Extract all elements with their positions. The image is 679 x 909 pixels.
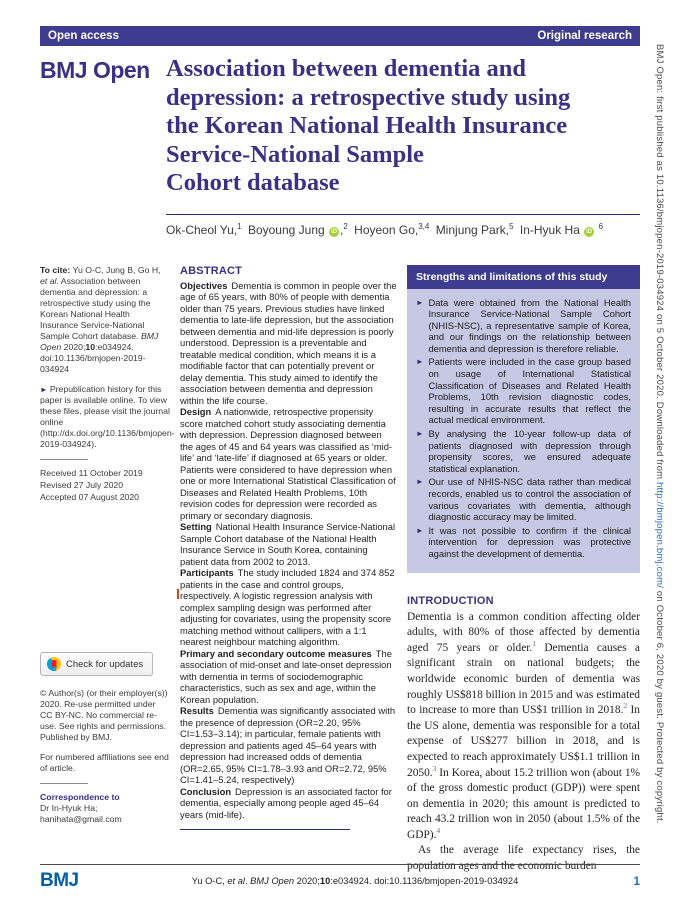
abstract-section-label: Conclusion	[180, 785, 232, 797]
abstract-section-label: Setting	[180, 521, 212, 532]
correspondence-label: Correspondence to	[40, 792, 120, 803]
correspondence-email-link[interactable]: hanihata@gmail.com	[40, 814, 122, 825]
title-line: depression: a retrospective study using	[166, 83, 571, 111]
strengths-box-heading: Strengths and limitations of this study	[407, 265, 640, 289]
orcid-icon[interactable]: iD	[331, 228, 338, 235]
author-affiliation-sup: 2	[343, 221, 348, 231]
strengths-item	[416, 297, 631, 355]
abstract-end-divider	[180, 829, 350, 830]
to-cite-text: 2020;	[61, 341, 86, 352]
prepublication-note	[40, 383, 175, 451]
page-content	[40, 26, 640, 875]
author-name: Hoyeon Go,	[354, 222, 419, 237]
strengths-item	[416, 525, 631, 560]
introduction-paragraph: As the average life expectancy rises, the population ages and the economic burden	[407, 844, 640, 873]
citation-text: .	[244, 876, 251, 886]
intro-text: Dementia causes a significant strain on national budgets; the worldwide economic burden of dementia was roughly US$818 billion in 2015 and was estimated to increase to more than US$1 trillion in 2018.	[407, 641, 640, 717]
prepublication-text: Prepublication history for this paper is available online. To view these files, please visit the journal online (http://dx.doi.org/10.1136/bmjopen-2019-034924).	[40, 383, 175, 450]
abstract-section	[180, 648, 397, 706]
page-number: 1	[633, 874, 640, 888]
author-name: Ok-Cheol Yu,	[166, 222, 238, 237]
strengths-box-body	[407, 289, 640, 573]
abstract-section-text: The study included 1824 and 374 852 patients in the case and control groups, respectively. A logistic regression analysis with complex sampling design was performed after adjusting for covariates, using the propensity score matching method without callipers, with a 1:1 nearest neighbour matching algorithm.	[180, 567, 395, 647]
page-footer	[40, 864, 640, 892]
open-access-label: Open access	[48, 30, 119, 42]
abstract-section-text: A nationwide, retrospective propensity score matched cohort study associating dementia with depression. Depression diagnosed between the ages of 45 and 64 years was classified as ‘mid-life’ and ‘late-life’ if diagnosed at 65 years or older. Patients were considered to have depression when one or more International Statistical Classification of Diseases and Related Health Problems, 10th revision codes for depression were recorded as primary or secondary diagnosis.	[180, 406, 396, 521]
divider	[40, 459, 88, 460]
abstract-section-text: Dementia was significantly associated with the presence of depression (OR=2.20, 95% CI=1.53–3.14); in particular, female patients with depression and patients aged 45–64 years with depression had increased odds of dementia (OR=2.65, 95% CI=1.78–3.93 and OR=2.72, 95% CI=1.41–5.24, respectively)	[180, 705, 396, 785]
abstract-section	[180, 406, 397, 521]
introduction-heading: INTRODUCTION	[407, 594, 494, 607]
strengths-item	[416, 356, 631, 426]
abstract-section-text: Dementia is common in people over the age of 65 years, with 80% of people with dementia older than 75 years. Previous studies have linked dementia to late-life depression, but the association between dementia and mid-life depression is poorly understood. Depression is a preventable and treatable medical condition, which means it is a modifiable factor that can potentially prevent or delay dementia. This study aimed to identify the association between dementia and depression within the life course.	[180, 279, 397, 406]
body-columns	[40, 265, 640, 875]
to-cite-text: 10	[85, 341, 96, 352]
to-cite-text: . Association between dementia and depression: a retrospective study using the Korean National Health Insurance Service-National Sample Cohort database.	[40, 275, 151, 341]
author	[166, 223, 242, 237]
strengths-item	[416, 476, 631, 522]
abstract-column	[180, 265, 397, 875]
correspondence-block	[40, 792, 170, 825]
copyright-statement: © Author(s) (or their employer(s)) 2020. Re-use permitted under CC BY-NC. No commercial re-use. See rights and permissions. Published by BMJ.	[40, 688, 168, 743]
author	[520, 223, 603, 237]
title-line: Association between dementia and	[166, 55, 527, 82]
strengths-item-text: Data were obtained from the National Health Insurance Service-National Sample Cohort (NHIS-NSC), a representative sample of Korea, and our findings on the relationship between dementia and depression is therefore reliable.	[428, 296, 631, 354]
bullet-arrow-icon: ►	[416, 477, 424, 487]
citation-text: Yu O-C,	[191, 876, 228, 886]
article-title	[166, 55, 640, 198]
correspondence-name: Dr In-Hyuk Ha;	[40, 803, 98, 814]
abstract-section-text: The association of mid-onset and late-onset depression with dementia in terms of sociodemographic characteristics, such as sex and age, within the Korean population.	[180, 647, 392, 705]
side-copyright-text-part1: BMJ Open: first published as 10.1136/bmjopen-2019-034924 on 5 October 2020. Downloaded from	[654, 44, 665, 483]
bullet-arrow-icon: ►	[416, 357, 424, 367]
abstract-section-label: Design	[180, 406, 212, 417]
abstract-section	[180, 705, 397, 786]
citation-text: 10	[319, 876, 331, 886]
abstract-section	[180, 786, 397, 821]
citation-text: 2020;	[294, 876, 320, 886]
abstract-heading: ABSTRACT	[180, 264, 243, 277]
received-date: Received 11 October 2019	[40, 468, 143, 479]
author-affiliation-sup: 1	[237, 221, 242, 231]
footer-citation	[110, 876, 600, 886]
metadata-sidebar	[40, 264, 175, 875]
reference-sup[interactable]: 4	[436, 826, 441, 836]
bmj-open-logo: BMJ Open	[40, 57, 150, 83]
citation-text: :e034924. doi:10.1136/bmjopen-2019-034924	[330, 876, 519, 886]
abstract-section-label: Objectives	[180, 279, 228, 291]
bullet-arrow-icon: ►	[416, 297, 424, 307]
bullet-arrow-icon: ►	[40, 384, 48, 394]
author-name: ,	[340, 222, 344, 237]
to-cite-text: :e034924. doi:10.1136/bmjopen-2019-034924	[40, 341, 146, 374]
top-banner	[40, 26, 640, 46]
abstract-section-label: Results	[180, 705, 214, 716]
abstract-section-text: Depression is an associated factor for dementia, especially among people aged 45–64 years (mid-life).	[180, 785, 392, 820]
reference-sup[interactable]: 3	[432, 763, 437, 773]
introduction-paragraph	[407, 610, 640, 844]
abstract-section	[180, 280, 397, 407]
side-copyright-strip	[640, 0, 679, 909]
bmj-logo: BMJ	[40, 870, 79, 891]
main-column	[407, 265, 640, 875]
author-list	[166, 214, 640, 237]
strengths-item-text: It was not possible to confirm if the clinical intervention for depression was protective against the development of dementia.	[428, 524, 631, 559]
revised-date: Revised 27 July 2020	[40, 480, 124, 491]
title-line: Service-National Sample	[166, 140, 424, 168]
orcid-icon[interactable]: iD	[586, 228, 593, 235]
divider	[40, 783, 88, 784]
abstract-section-text: National Health Insurance Service-National Sample Cohort database of the National Health Insurance Service in South Korea, containing patient data from 2002 to 2013.	[180, 521, 396, 567]
reference-sup[interactable]: 2	[623, 701, 628, 711]
to-cite-label: To cite:	[40, 264, 73, 275]
author-affiliation-sup: 6	[598, 221, 604, 231]
abstract-section	[180, 521, 397, 567]
title-line: the Korean National Health Insurance	[166, 112, 568, 139]
stray-cursor-artifact	[177, 589, 179, 599]
intro-text: In Korea, about 15.2 trillion won (about 1% of the gross domestic product (GDP)) were spent on dementia in 2020; this amount is predicted to reach 43.2 trillion won in 2050 (about 1.5% of the GDP).	[407, 766, 640, 841]
abstract-section-label: Primary and secondary outcome measures	[180, 647, 372, 659]
journal-url-link[interactable]: http://bmjopen.bmj.com/	[654, 482, 665, 589]
author-affiliation-sup: 5	[509, 221, 514, 231]
intro-text: In the US alone, dementia was responsible for a total expense of US$277 billion in 2018, and is expected to reach approximately US$1.1 trillion in 2050.	[407, 704, 640, 779]
accepted-date: Accepted 07 August 2020	[40, 492, 140, 503]
author	[248, 223, 348, 237]
author	[436, 223, 514, 237]
strengths-item-text: Our use of NHIS-NSC data rather than medical records, enabled us to control the association of various covariates with dementia, although diagnostic accuracy may be limited.	[428, 476, 631, 523]
reference-sup[interactable]: 1	[532, 638, 537, 648]
author-name: Boyoung Jung	[247, 222, 325, 237]
abstract-section-label: Participants	[180, 567, 234, 578]
side-copyright-text	[654, 44, 665, 824]
author-affiliation-sup: 3,4	[418, 221, 430, 231]
bullet-arrow-icon: ►	[416, 429, 424, 439]
to-cite-text: BMJ Open	[40, 330, 159, 352]
strengths-limitations-box	[407, 265, 640, 573]
to-cite-block	[40, 265, 170, 375]
strengths-item-text: Patients were included in the case group based on usage of International Statistical Classification of Diseases and Related Health Problems, 10th revision diagnostic codes, resulting in accurate results that reflect the actual medical environment.	[428, 356, 631, 426]
to-cite-text: Yu O-C, Jung B, Go H,	[72, 264, 161, 275]
side-copyright-text-part2: on October 6, 2020 by guest. Protected by copyright.	[654, 588, 665, 824]
intro-text: Dementia is a common condition affecting older adults, with 80% of those affected by dementia aged 75 years or older.	[407, 610, 640, 654]
bullet-arrow-icon: ►	[416, 525, 424, 535]
strengths-item-text: By analysing the 10-year follow-up data of patients diagnosed with depression through propensity scores, we ensured adequate statistical explanation.	[428, 428, 631, 474]
check-for-updates-button[interactable]	[40, 652, 153, 676]
author-name: In-Hyuk Ha	[519, 222, 580, 237]
check-for-updates-label: Check for updates	[66, 658, 144, 670]
article-header	[40, 55, 640, 198]
citation-text: BMJ Open	[250, 876, 295, 886]
to-cite-text: et al	[40, 275, 57, 286]
crossmark-ribbon-icon	[52, 660, 57, 669]
article-type-label: Original research	[537, 30, 632, 42]
strengths-item	[416, 428, 631, 474]
history-dates	[40, 468, 170, 503]
crossmark-icon	[47, 657, 61, 671]
affiliations-note: For numbered affiliations see end of article.	[40, 752, 169, 774]
citation-text: et al	[227, 876, 245, 886]
author-name: Minjung Park,	[435, 222, 510, 237]
abstract-section	[180, 567, 397, 648]
author	[354, 223, 429, 237]
title-line: Cohort database	[166, 169, 340, 196]
